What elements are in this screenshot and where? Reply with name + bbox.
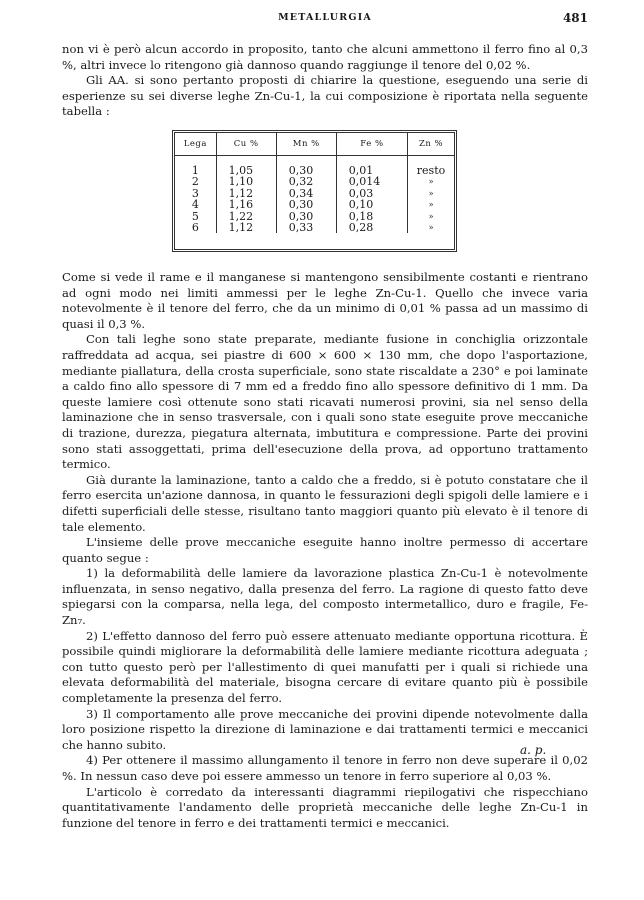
cell-cu: 1,16 (216, 199, 276, 210)
cell-fe: 0,18 (336, 211, 407, 222)
author-initials: a. p. (520, 743, 547, 757)
cell-mn: 0,32 (276, 176, 336, 187)
col-header-lega: Lega (175, 133, 216, 156)
table-row (175, 199, 454, 210)
cell-cu: 1,12 (216, 188, 276, 199)
cell-lega: 6 (175, 222, 216, 233)
page-number: 481 (562, 11, 588, 25)
col-header-mn: Mn % (276, 133, 336, 156)
cell-zn: resto (416, 164, 446, 177)
composition-table (172, 130, 457, 252)
table-row (175, 156, 454, 177)
list-item: 1) la deformabilità delle lamiere da lavorazione plastica Zn-Cu-1 è notevolmente influenzata, in senso negativo, dalla presenza del ferro. La ragione di questo fatto deve spiegarsi con la comparsa, nella lega, del composto intermetallico, duro e fragile, Fe-Zn₇. (62, 566, 588, 628)
cell-mn: 0,30 (276, 156, 336, 177)
table-header-row (175, 133, 454, 156)
cell-cu: 1,10 (216, 176, 276, 187)
table-row (175, 222, 454, 233)
list-item: 2) L'effetto dannoso del ferro può essere attenuato mediante opportuna ricottura. È possibile quindi migliorare la deformabilità delle lamiere mediante ricottura adeguata ; con tutto questo però per l'allestimento di quei manufatti per i quali si richiede una elevata deformabilità del materiale, bisogna cercare di evitare quanto più è possibile completamente la presenza del ferro. (62, 628, 588, 706)
cell-cu: 1,12 (216, 222, 276, 233)
paragraph: Con tali leghe sono state preparate, mediante fusione in conchiglia orizzontale raffreddata ad acqua, sei piastre di 600 × 600 × 130 mm, che dopo l'asportazione, mediante piallatura, della crosta superficiale, sono state riscaldate a 230° e poi laminate a caldo fino allo spessore di 7 mm ed a freddo fino allo spessore definitivo di 1 mm. Da queste lamiere così ottenute sono stati ricavati numerosi provini, sia nel senso della laminazione che in senso trasversale, con i quali sono state eseguite prove meccaniche di trazione, durezza, piegatura alternata, imbutitura e compressione. Parte dei provini sono stati assoggettati, prima dell'esecuzione della prova, ad opportuno trattamento termico. (62, 332, 588, 472)
paragraph: Già durante la laminazione, tanto a caldo che a freddo, si è potuto constatare che il ferro esercita un'azione dannosa, in quanto le fessurazioni degli spigoli delle lamiere e i difetti superficiali delle stesse, risultano tanto maggiori quanto più elevato è il tenore di tale elemento. (62, 472, 588, 534)
cell-lega: 1 (175, 156, 216, 177)
col-header-cu: Cu % (216, 133, 276, 156)
col-header-fe: Fe % (336, 133, 407, 156)
cell-lega: 3 (175, 188, 216, 199)
list-item: 3) Il comportamento alle prove meccaniche dei provini dipende notevolmente dalla loro posizione rispetto la direzione di laminazione e dai trattamenti termici e meccanici che hanno subito. (62, 706, 588, 752)
paragraph: Come si vede il rame e il manganese si mantengono sensibilmente costanti e rientrano ad ogni modo nei limiti ammessi per le leghe Zn-Cu-1. Quello che invece varia notevolmente è il tenore del ferro, che da un minimo di 0,01 % passa ad un massimo di quasi il 0,3 %. (62, 270, 588, 331)
cell-cu: 1,05 (216, 156, 276, 177)
cell-mn: 0,34 (276, 188, 336, 199)
intro-text (62, 42, 588, 120)
cell-zn: » (428, 200, 434, 210)
cell-fe: 0,28 (336, 222, 407, 233)
paragraph: non vi è però alcun accordo in proposito, tanto che alcuni ammettono il ferro fino al 0,3 %, altri invece lo ritengono già dannoso quando raggiunge il tenore del 0,02 %. (62, 42, 588, 72)
table-row (175, 211, 454, 222)
cell-zn: » (428, 177, 434, 187)
cell-cu: 1,22 (216, 211, 276, 222)
cell-mn: 0,33 (276, 222, 336, 233)
cell-zn: » (428, 223, 434, 233)
table-row (175, 176, 454, 187)
list-item: 4) Per ottenere il massimo allungamento il tenore in ferro non deve superare il 0,02 %. In nessun caso deve poi essere ammesso un tenore in ferro superiore al 0,03 %. (62, 753, 588, 783)
cell-fe: 0,01 (336, 156, 407, 177)
body-text (62, 270, 588, 831)
table-row (175, 188, 454, 199)
cell-mn: 0,30 (276, 211, 336, 222)
cell-lega: 2 (175, 176, 216, 187)
cell-fe: 0,03 (336, 188, 407, 199)
paragraph: L'articolo è corredato da interessanti diagrammi riepilogativi che rispecchiano quantitativamente l'andamento delle proprietà meccaniche delle leghe Zn-Cu-1 in funzione del tenore in ferro e dei trattamenti termici e meccanici. (62, 784, 588, 830)
col-header-zn: Zn % (408, 133, 454, 156)
cell-mn: 0,30 (276, 199, 336, 210)
cell-zn: » (428, 188, 434, 198)
cell-lega: 4 (175, 199, 216, 210)
page-header (62, 12, 588, 28)
paragraph: Gli AA. si sono pertanto proposti di chiarire la questione, eseguendo una serie di esperienze su sei diverse leghe Zn-Cu-1, la cui composizione è riportata nella seguente tabella : (62, 73, 588, 119)
cell-lega: 5 (175, 211, 216, 222)
cell-zn: » (428, 211, 434, 221)
cell-fe: 0,014 (336, 176, 407, 187)
paragraph: L'insieme delle prove meccaniche eseguite hanno inoltre permesso di accertare quanto segue : (62, 535, 588, 565)
running-title: METALLURGIA (278, 12, 372, 23)
cell-fe: 0,10 (336, 199, 407, 210)
